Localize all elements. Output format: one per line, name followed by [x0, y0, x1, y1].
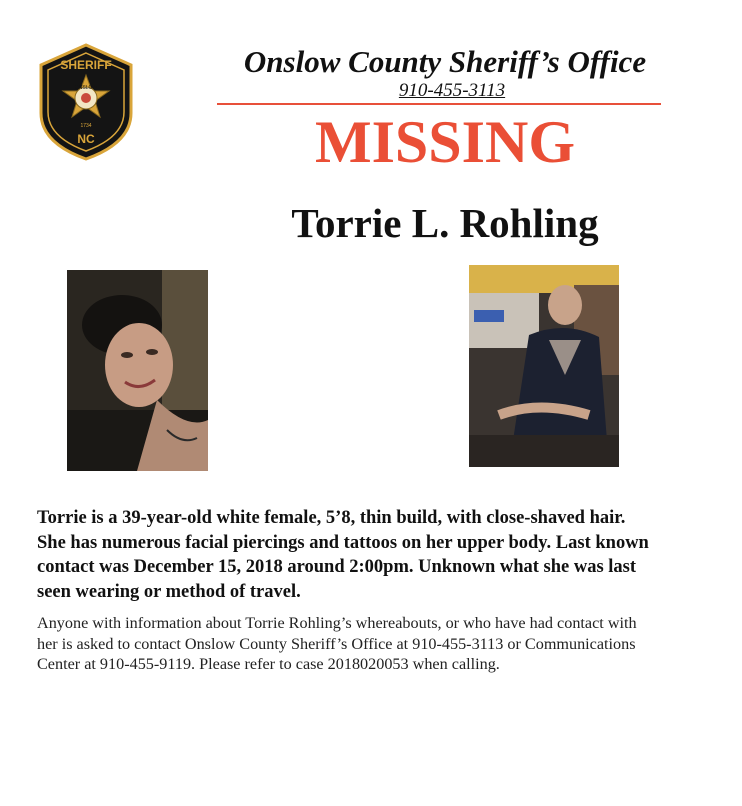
office-phone: 910-455-3113 — [398, 80, 506, 101]
svg-text:SHERIFF: SHERIFF — [60, 58, 112, 72]
sheriff-badge-logo — [36, 43, 136, 161]
description-line: contact was December 15, 2018 around 2:00pm. Unknown what she was last — [37, 557, 637, 577]
photo-face — [67, 270, 208, 471]
contact-line: Center at 910-455-9119. Please refer to case 2018020053 when calling. — [37, 655, 500, 673]
contact-line: her is asked to contact Onslow County Sheriff’s Office at 910-455-3113 or Communications — [37, 634, 636, 653]
svg-text:ONSLOW: ONSLOW — [74, 85, 98, 91]
office-title: Onslow County Sheriff’s Office — [243, 44, 647, 79]
svg-text:NC: NC — [77, 132, 95, 146]
photo-seated — [469, 265, 619, 467]
header-divider — [217, 103, 661, 105]
contact-instructions — [37, 613, 727, 675]
missing-heading: MISSING — [314, 109, 576, 175]
description-line: Torrie is a 39-year-old white female, 5’8, thin build, with close-shaved hair. — [37, 508, 626, 528]
description-line: She has numerous facial piercings and tattoos on her upper body. Last known — [37, 532, 649, 553]
description-line: seen wearing or method of travel. — [37, 581, 301, 602]
person-name: Torrie L. Rohling — [291, 200, 599, 246]
person-description — [37, 506, 727, 604]
contact-line: Anyone with information about Torrie Rohling’s whereabouts, or who have had contact with — [37, 614, 637, 632]
svg-text:1734: 1734 — [80, 123, 92, 129]
